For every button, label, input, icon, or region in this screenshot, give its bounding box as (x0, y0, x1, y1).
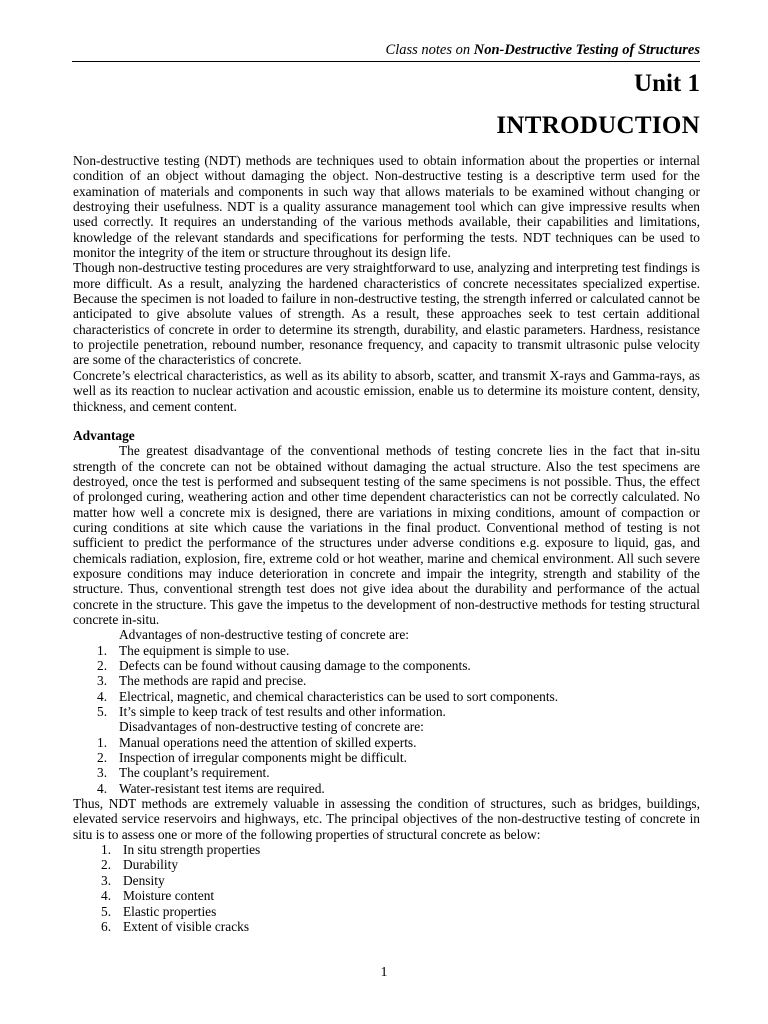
list-item (73, 643, 700, 658)
list-item (73, 919, 700, 934)
list-number: 3. (97, 673, 108, 689)
conclusion-paragraph: Thus, NDT methods are extremely valuable in assessing the condition of structures, such as bridges, buildings, elevated service reservoirs and highways, etc. The principal objectives of the non-destructive testing of concrete in situ is to assess one or more of the following properties of structural concrete as below: (73, 796, 700, 842)
list-number: 5. (97, 704, 108, 720)
list-text: Density (123, 872, 165, 888)
advantage-heading: Advantage (73, 427, 135, 443)
list-item (73, 673, 700, 688)
list-item (73, 873, 700, 888)
list-item (73, 735, 700, 750)
list-item (73, 842, 700, 857)
intro-paragraph-1: Non-destructive testing (NDT) methods are techniques used to obtain information about the properties or internal condition of an object without damaging the object. Non-destructive testing is a descriptive term used for the examination of materials and components in such way that allows materials to be examined without changing or destroying their usefulness. NDT is a quality assurance management tool which can give impressive results when used correctly. It requires an understanding of the various methods available, their capabilities and limitations, knowledge of the relevant standards and specifications for performing the tests. NDT techniques can be used to monitor the integrity of the item or structure throughout its design life. (73, 153, 700, 261)
list-text: Manual operations need the attention of skilled experts. (119, 734, 417, 750)
list-item (73, 888, 700, 903)
advantages-intro: Advantages of non-destructive testing of concrete are: (119, 627, 410, 643)
list-text: The methods are rapid and precise. (119, 673, 307, 689)
header-prefix: Class notes on (385, 42, 474, 58)
list-text: Extent of visible cracks (123, 918, 250, 934)
list-text: It’s simple to keep track of test results and other information. (119, 704, 446, 720)
list-number: 3. (97, 765, 108, 781)
list-number: 3. (101, 872, 112, 888)
list-number: 4. (97, 780, 108, 796)
list-number: 1. (97, 642, 108, 658)
list-item (73, 750, 700, 765)
intro-paragraph-2: Though non-destructive testing procedures are very straightforward to use, analyzing and interpreting test findings is more difficult. As a result, analyzing the hardened characteristics of concrete necessitates specialized expertise. Because the specimen is not loaded to failure in non-destructive testing, the strength inferred or calculated cannot be anticipated to give absolute values of strength. As a result, these approaches seek to test certain additional characteristics of concrete in order to determine its strength, durability, and elastic parameters. Hardness, resistance to projectile penetration, rebound number, resonance frequency, and capacity to transmit ultrasonic pulse velocity are some of the characteristics of concrete. (73, 260, 700, 368)
list-item (73, 765, 700, 780)
list-text: Moisture content (123, 888, 215, 904)
list-text: In situ strength properties (123, 842, 261, 858)
page-number: 1 (380, 965, 388, 980)
intro-paragraph-3: Concrete’s electrical characteristics, as well as its ability to absorb, scatter, and transmit X-rays and Gamma-rays, as well as its reaction to nuclear activation and acoustic emission, enable us to determine its moisture content, density, thickness, and cement content. (73, 367, 700, 414)
body-text (73, 153, 700, 934)
list-text: Defects can be found without causing damage to the components. (119, 658, 471, 673)
list-number: 4. (101, 888, 112, 904)
list-item (73, 704, 700, 719)
list-number: 2. (97, 658, 108, 673)
list-item (73, 904, 700, 919)
list-number: 1. (101, 842, 112, 858)
list-text: Electrical, magnetic, and chemical characteristics can be used to sort components. (119, 688, 559, 704)
list-number: 4. (97, 688, 108, 704)
list-text: Elastic properties (123, 903, 217, 919)
list-item (73, 857, 700, 872)
advantages-list (73, 643, 700, 720)
list-text: The equipment is simple to use. (119, 642, 290, 658)
list-text: Water-resistant test items are required. (119, 780, 325, 796)
section-gap (73, 414, 700, 428)
list-text: The couplant’s requirement. (119, 765, 270, 781)
header-rule (72, 61, 700, 62)
disadvantages-intro: Disadvantages of non-destructive testing of concrete are: (119, 719, 424, 735)
properties-list (73, 842, 700, 934)
list-number: 5. (101, 903, 112, 919)
list-text: Inspection of irregular components might be difficult. (119, 750, 407, 766)
unit-label: Unit 1 (634, 70, 700, 97)
disadvantages-list (73, 735, 700, 796)
running-header (72, 42, 700, 59)
list-item (73, 658, 700, 673)
list-number: 6. (101, 918, 112, 934)
list-item (73, 689, 700, 704)
header-subject: Non-Destructive Testing of Structures (473, 42, 700, 58)
list-number: 2. (97, 750, 108, 766)
list-number: 1. (97, 734, 108, 750)
page-title: INTRODUCTION (496, 112, 700, 139)
list-item (73, 781, 700, 796)
list-number: 2. (101, 857, 112, 873)
advantage-paragraph: The greatest disadvantage of the conventional methods of testing concrete lies in the fact that in-situ strength of the concrete can not be obtained without damaging the actual structure. Also the test specimens are destroyed, once the test is performed and subsequent testing of the same specimens is not possible. Thus, the effect of prolonged curing, weathering action and other time dependent characteristics can not be correctly calculated. No matter how well a concrete mix is designed, there are variations in mixing conditions, amount of compaction or curing conditions at site which cause the variations in the final product. Conventional method of testing is not sufficient to predict the performance of the structures under adverse conditions e.g. exposure to liquid, gas, and chemicals radiation, explosion, fire, extreme cold or hot weather, marine and chemical environment. All such severe exposure conditions may induce deterioration in concrete and impair the integrity, strength and stability of the structure. Thus, conventional strength test does not give idea about the durability and performance of the actual concrete in the structure. This gave the impetus to the development of non-destructive methods for testing structural concrete in-situ. (73, 443, 700, 627)
list-text: Durability (123, 857, 179, 873)
